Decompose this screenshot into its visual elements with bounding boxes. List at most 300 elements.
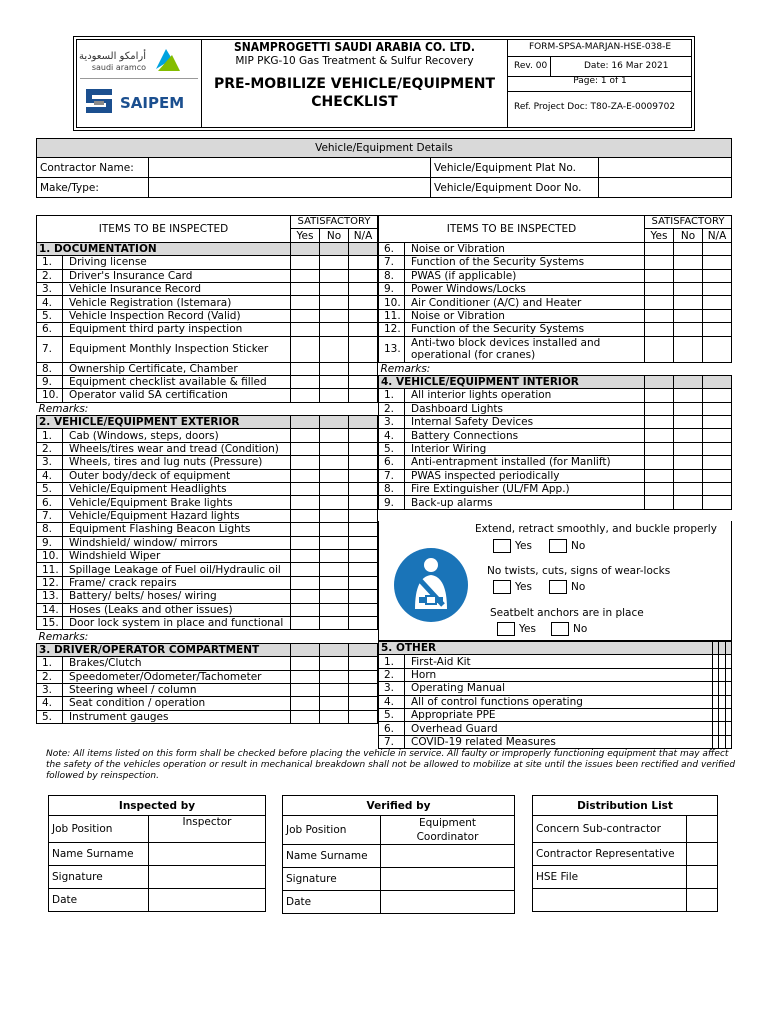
verified-job-label: Job Position bbox=[283, 816, 381, 845]
right-items-header: ITEMS TO BE INSPECTED bbox=[379, 216, 645, 243]
check-yes-cell[interactable] bbox=[645, 496, 674, 509]
check-na-cell[interactable] bbox=[349, 442, 378, 455]
check-no-cell[interactable] bbox=[320, 336, 349, 362]
seatbelt-q2-no-label: No bbox=[571, 581, 586, 593]
check-na-cell[interactable] bbox=[349, 483, 378, 496]
check-no-cell[interactable] bbox=[320, 590, 349, 603]
contractor-name-field[interactable] bbox=[149, 158, 431, 178]
section-header-cell bbox=[349, 643, 378, 656]
checklist-row bbox=[379, 722, 732, 735]
item-description: Operating Manual bbox=[405, 682, 713, 695]
checklist-row bbox=[379, 429, 732, 442]
checklist-row bbox=[37, 429, 378, 442]
check-yes-cell[interactable] bbox=[291, 616, 320, 629]
check-na-cell[interactable] bbox=[349, 456, 378, 469]
checklist-row bbox=[37, 296, 378, 309]
left-yes-header: Yes bbox=[291, 229, 320, 242]
check-yes-cell[interactable] bbox=[291, 496, 320, 509]
check-no-cell[interactable] bbox=[320, 603, 349, 616]
checklist-row bbox=[379, 309, 732, 322]
vehicle-details-title: Vehicle/Equipment Details bbox=[37, 139, 732, 158]
check-yes-cell[interactable] bbox=[291, 336, 320, 362]
checklist-row bbox=[37, 456, 378, 469]
check-na-cell[interactable] bbox=[703, 336, 732, 362]
item-number: 3. bbox=[37, 456, 63, 469]
seatbelt-q3-yes-checkbox[interactable] bbox=[497, 622, 515, 636]
check-na-cell[interactable] bbox=[725, 668, 731, 681]
check-no-cell[interactable] bbox=[320, 362, 349, 375]
item-description: Noise or Vibration bbox=[405, 242, 645, 255]
vehicle-details-table bbox=[36, 138, 732, 198]
check-na-cell[interactable] bbox=[725, 735, 731, 748]
check-no-cell[interactable] bbox=[320, 616, 349, 629]
check-yes-cell[interactable] bbox=[645, 296, 674, 309]
check-yes-cell[interactable] bbox=[645, 336, 674, 362]
item-description: Windshield Wiper bbox=[63, 549, 291, 562]
check-na-cell[interactable] bbox=[349, 616, 378, 629]
item-description: COVID-19 related Measures bbox=[405, 735, 713, 748]
contractor-name-label: Contractor Name: bbox=[37, 158, 149, 178]
distribution-item: HSE File bbox=[533, 866, 687, 889]
item-number: 11. bbox=[37, 563, 63, 576]
other-section-table bbox=[378, 641, 732, 749]
distribution-title: Distribution List bbox=[533, 796, 718, 816]
form-note: Note: All items listed on this form shall be checked before placing the vehicle in service. All faulty or improperly functioning equipment that may affect the safety of the vehicles operation or result in mechanical breakdown shall not be allowed to mobilize at site until the issues been rectified and verified followed by reinspection. bbox=[46, 749, 736, 781]
distribution-checkbox[interactable] bbox=[687, 843, 718, 866]
check-na-cell[interactable] bbox=[703, 389, 732, 402]
check-yes-cell[interactable] bbox=[645, 256, 674, 269]
check-na-cell[interactable] bbox=[349, 496, 378, 509]
check-yes-cell[interactable] bbox=[645, 402, 674, 415]
right-satisfactory-header: SATISFACTORY bbox=[645, 216, 732, 229]
item-number: 13. bbox=[379, 336, 405, 362]
item-number: 1. bbox=[37, 657, 63, 670]
checklist-row bbox=[37, 683, 378, 696]
check-yes-cell[interactable] bbox=[291, 269, 320, 282]
check-yes-cell[interactable] bbox=[291, 697, 320, 710]
item-number: 7. bbox=[379, 256, 405, 269]
check-yes-cell[interactable] bbox=[645, 269, 674, 282]
inspected-job-label: Job Position bbox=[49, 816, 149, 843]
check-na-cell[interactable] bbox=[349, 603, 378, 616]
item-number: 3. bbox=[379, 682, 405, 695]
remarks-label[interactable]: Remarks: bbox=[379, 362, 732, 375]
check-yes-cell[interactable] bbox=[291, 483, 320, 496]
section-header-cell bbox=[349, 416, 378, 429]
check-no-cell[interactable] bbox=[320, 429, 349, 442]
check-no-cell[interactable] bbox=[320, 389, 349, 402]
check-no-cell[interactable] bbox=[674, 282, 703, 295]
inspected-by-table bbox=[48, 795, 266, 912]
item-number: 5. bbox=[379, 708, 405, 721]
aramco-logo bbox=[79, 43, 186, 77]
check-na-cell[interactable] bbox=[349, 563, 378, 576]
check-no-cell[interactable] bbox=[320, 309, 349, 322]
item-number: 2. bbox=[37, 442, 63, 455]
item-number: 15. bbox=[37, 616, 63, 629]
check-yes-cell[interactable] bbox=[291, 429, 320, 442]
distribution-item: Contractor Representative bbox=[533, 843, 687, 866]
item-number: 7. bbox=[379, 469, 405, 482]
verified-job-value[interactable]: Equipment Coordinator bbox=[381, 816, 515, 845]
check-na-cell[interactable] bbox=[349, 590, 378, 603]
check-na-cell[interactable] bbox=[349, 429, 378, 442]
checklist-row bbox=[379, 682, 732, 695]
item-description: All interior lights operation bbox=[405, 389, 645, 402]
check-no-cell[interactable] bbox=[320, 296, 349, 309]
check-yes-cell[interactable] bbox=[291, 523, 320, 536]
check-no-cell[interactable] bbox=[674, 336, 703, 362]
check-yes-cell[interactable] bbox=[645, 323, 674, 336]
section-header-cell bbox=[320, 643, 349, 656]
check-na-cell[interactable] bbox=[349, 296, 378, 309]
checklist-row bbox=[37, 697, 378, 710]
item-description: Anti-two block devices installed and operational (for cranes) bbox=[405, 336, 645, 362]
remarks-label[interactable]: Remarks: bbox=[37, 630, 378, 643]
check-na-cell[interactable] bbox=[703, 282, 732, 295]
check-yes-cell[interactable] bbox=[291, 563, 320, 576]
header-title-cell bbox=[202, 39, 508, 128]
check-na-cell[interactable] bbox=[703, 496, 732, 509]
check-na-cell[interactable] bbox=[349, 362, 378, 375]
check-yes-cell[interactable] bbox=[645, 469, 674, 482]
seatbelt-check-block bbox=[378, 521, 732, 641]
item-number: 7. bbox=[379, 735, 405, 748]
make-type-label: Make/Type: bbox=[37, 178, 149, 198]
check-no-cell[interactable] bbox=[320, 469, 349, 482]
check-no-cell[interactable] bbox=[674, 242, 703, 255]
check-na-cell[interactable] bbox=[703, 296, 732, 309]
check-yes-cell[interactable] bbox=[291, 456, 320, 469]
project-name: MIP PKG-10 Gas Treatment & Sulfur Recovery bbox=[235, 55, 474, 67]
item-description: Equipment Monthly Inspection Sticker bbox=[63, 336, 291, 362]
item-number: 8. bbox=[37, 523, 63, 536]
check-no-cell[interactable] bbox=[674, 323, 703, 336]
check-no-cell[interactable] bbox=[320, 269, 349, 282]
make-type-field[interactable] bbox=[149, 178, 431, 198]
check-no-cell[interactable] bbox=[674, 402, 703, 415]
item-number: 3. bbox=[37, 282, 63, 295]
distribution-item: Concern Sub-contractor bbox=[533, 816, 687, 843]
item-description: Power Windows/Locks bbox=[405, 282, 645, 295]
item-description: Windshield/ window/ mirrors bbox=[63, 536, 291, 549]
check-no-cell[interactable] bbox=[674, 496, 703, 509]
check-na-cell[interactable] bbox=[349, 282, 378, 295]
check-yes-cell[interactable] bbox=[291, 469, 320, 482]
item-number: 7. bbox=[37, 336, 63, 362]
check-yes-cell[interactable] bbox=[291, 590, 320, 603]
check-yes-cell[interactable] bbox=[291, 576, 320, 589]
check-no-cell[interactable] bbox=[674, 389, 703, 402]
verified-name-field[interactable] bbox=[381, 845, 515, 868]
verified-date-field[interactable] bbox=[381, 891, 515, 914]
seatbelt-q2-yes-label: Yes bbox=[515, 581, 532, 593]
inspected-signature-field[interactable] bbox=[149, 866, 266, 889]
item-number: 1. bbox=[379, 655, 405, 668]
check-yes-cell[interactable] bbox=[291, 509, 320, 522]
check-no-cell[interactable] bbox=[320, 509, 349, 522]
item-description: Noise or Vibration bbox=[405, 309, 645, 322]
check-na-cell[interactable] bbox=[349, 469, 378, 482]
item-description: All of control functions operating bbox=[405, 695, 713, 708]
checklist-row bbox=[379, 269, 732, 282]
item-description: Appropriate PPE bbox=[405, 708, 713, 721]
check-na-cell[interactable] bbox=[349, 683, 378, 696]
check-na-cell[interactable] bbox=[349, 509, 378, 522]
check-na-cell[interactable] bbox=[703, 416, 732, 429]
check-na-cell[interactable] bbox=[703, 242, 732, 255]
check-na-cell[interactable] bbox=[349, 697, 378, 710]
check-no-cell[interactable] bbox=[320, 710, 349, 723]
check-yes-cell[interactable] bbox=[291, 375, 320, 388]
check-yes-cell[interactable] bbox=[291, 256, 320, 269]
check-na-cell[interactable] bbox=[703, 256, 732, 269]
check-no-cell[interactable] bbox=[320, 456, 349, 469]
left-na-header: N/A bbox=[349, 229, 378, 242]
check-no-cell[interactable] bbox=[674, 456, 703, 469]
check-na-cell[interactable] bbox=[725, 695, 731, 708]
item-description: Dashboard Lights bbox=[405, 402, 645, 415]
checklist-row bbox=[37, 616, 378, 629]
check-yes-cell[interactable] bbox=[645, 389, 674, 402]
svg-text:saudi aramco: saudi aramco bbox=[91, 63, 146, 72]
check-na-cell[interactable] bbox=[703, 402, 732, 415]
check-no-cell[interactable] bbox=[320, 683, 349, 696]
checklist-row bbox=[37, 549, 378, 562]
check-no-cell[interactable] bbox=[320, 375, 349, 388]
check-no-cell[interactable] bbox=[674, 296, 703, 309]
check-na-cell[interactable] bbox=[703, 442, 732, 455]
check-yes-cell[interactable] bbox=[291, 323, 320, 336]
left-items-header: ITEMS TO BE INSPECTED bbox=[37, 216, 291, 243]
checklist-row bbox=[379, 323, 732, 336]
inspected-date-field[interactable] bbox=[149, 889, 266, 912]
check-na-cell[interactable] bbox=[349, 389, 378, 402]
check-no-cell[interactable] bbox=[674, 442, 703, 455]
item-description: Internal Safety Devices bbox=[405, 416, 645, 429]
check-yes-cell[interactable] bbox=[645, 282, 674, 295]
check-yes-cell[interactable] bbox=[291, 389, 320, 402]
left-checklist-table bbox=[36, 215, 378, 724]
check-yes-cell[interactable] bbox=[645, 456, 674, 469]
check-na-cell[interactable] bbox=[703, 309, 732, 322]
check-no-cell[interactable] bbox=[320, 536, 349, 549]
item-description: Ownership Certificate, Chamber bbox=[63, 362, 291, 375]
check-yes-cell[interactable] bbox=[291, 710, 320, 723]
item-number: 4. bbox=[379, 695, 405, 708]
section-header-cell bbox=[703, 375, 732, 388]
section-header-cell bbox=[291, 242, 320, 255]
check-yes-cell[interactable] bbox=[645, 416, 674, 429]
item-number: 9. bbox=[37, 536, 63, 549]
item-number: 2. bbox=[379, 402, 405, 415]
inspected-by-title: Inspected by bbox=[49, 796, 266, 816]
item-description: Instrument gauges bbox=[63, 710, 291, 723]
seatbelt-q2-yes-checkbox[interactable] bbox=[493, 580, 511, 594]
item-description: Vehicle Insurance Record bbox=[63, 282, 291, 295]
check-no-cell[interactable] bbox=[320, 657, 349, 670]
check-no-cell[interactable] bbox=[320, 483, 349, 496]
item-number: 2. bbox=[37, 670, 63, 683]
check-yes-cell[interactable] bbox=[645, 309, 674, 322]
check-na-cell[interactable] bbox=[725, 655, 731, 668]
check-no-cell[interactable] bbox=[320, 697, 349, 710]
header-meta bbox=[508, 39, 692, 128]
check-no-cell[interactable] bbox=[674, 269, 703, 282]
item-number: 2. bbox=[379, 668, 405, 681]
item-number: 7. bbox=[37, 509, 63, 522]
section-header-cell bbox=[349, 242, 378, 255]
seatbelt-q1-yes-checkbox[interactable] bbox=[493, 539, 511, 553]
check-yes-cell[interactable] bbox=[291, 670, 320, 683]
item-description: Overhead Guard bbox=[405, 722, 713, 735]
check-na-cell[interactable] bbox=[703, 429, 732, 442]
check-no-cell[interactable] bbox=[320, 323, 349, 336]
check-no-cell[interactable] bbox=[674, 483, 703, 496]
check-yes-cell[interactable] bbox=[291, 442, 320, 455]
item-description: Vehicle/Equipment Headlights bbox=[63, 483, 291, 496]
check-na-cell[interactable] bbox=[349, 576, 378, 589]
check-no-cell[interactable] bbox=[674, 416, 703, 429]
check-no-cell[interactable] bbox=[320, 576, 349, 589]
inspected-name-field[interactable] bbox=[149, 843, 266, 866]
check-no-cell[interactable] bbox=[320, 549, 349, 562]
check-no-cell[interactable] bbox=[320, 670, 349, 683]
section-header-cell bbox=[320, 416, 349, 429]
check-yes-cell[interactable] bbox=[645, 429, 674, 442]
item-description: Spillage Leakage of Fuel oil/Hydraulic oil bbox=[63, 563, 291, 576]
seatbelt-q1-no-label: No bbox=[571, 540, 586, 552]
checklist-row bbox=[37, 282, 378, 295]
check-na-cell[interactable] bbox=[349, 536, 378, 549]
check-na-cell[interactable] bbox=[703, 456, 732, 469]
check-no-cell[interactable] bbox=[674, 469, 703, 482]
item-description: First-Aid Kit bbox=[405, 655, 713, 668]
check-no-cell[interactable] bbox=[320, 523, 349, 536]
check-no-cell[interactable] bbox=[320, 256, 349, 269]
check-yes-cell[interactable] bbox=[645, 442, 674, 455]
check-yes-cell[interactable] bbox=[291, 683, 320, 696]
door-no-field[interactable] bbox=[599, 178, 732, 198]
seatbelt-q1-no-checkbox[interactable] bbox=[549, 539, 567, 553]
distribution-checkbox[interactable] bbox=[687, 816, 718, 843]
item-number: 10. bbox=[37, 549, 63, 562]
section-header-cell bbox=[291, 416, 320, 429]
check-yes-cell[interactable] bbox=[291, 282, 320, 295]
form-title-line1: PRE-MOBILIZE VEHICLE/EQUIPMENT bbox=[213, 76, 496, 92]
item-description: Outer body/deck of equipment bbox=[63, 469, 291, 482]
check-na-cell[interactable] bbox=[725, 722, 731, 735]
distribution-item bbox=[533, 889, 687, 912]
plat-no-field[interactable] bbox=[599, 158, 732, 178]
check-na-cell[interactable] bbox=[349, 549, 378, 562]
check-yes-cell[interactable] bbox=[291, 657, 320, 670]
item-description: PWAS inspected periodically bbox=[405, 469, 645, 482]
checklist-row bbox=[379, 389, 732, 402]
item-number: 4. bbox=[37, 296, 63, 309]
item-description: Wheels, tires and lug nuts (Pressure) bbox=[63, 456, 291, 469]
check-no-cell[interactable] bbox=[320, 282, 349, 295]
verified-signature-field[interactable] bbox=[381, 868, 515, 891]
inspected-job-value[interactable]: Inspector bbox=[149, 816, 266, 843]
checklist-row bbox=[37, 563, 378, 576]
checklist-row bbox=[37, 657, 378, 670]
check-yes-cell[interactable] bbox=[645, 242, 674, 255]
check-na-cell[interactable] bbox=[703, 469, 732, 482]
item-number: 6. bbox=[379, 722, 405, 735]
check-na-cell[interactable] bbox=[725, 682, 731, 695]
check-na-cell[interactable] bbox=[349, 375, 378, 388]
checklist-row bbox=[37, 603, 378, 616]
check-no-cell[interactable] bbox=[674, 256, 703, 269]
item-description: PWAS (if applicable) bbox=[405, 269, 645, 282]
check-yes-cell[interactable] bbox=[291, 296, 320, 309]
remarks-label[interactable]: Remarks: bbox=[37, 402, 378, 415]
check-no-cell[interactable] bbox=[320, 496, 349, 509]
item-description: Vehicle/Equipment Brake lights bbox=[63, 496, 291, 509]
check-yes-cell[interactable] bbox=[645, 483, 674, 496]
item-number: 1. bbox=[37, 256, 63, 269]
check-na-cell[interactable] bbox=[703, 483, 732, 496]
checklist-row bbox=[37, 269, 378, 282]
check-na-cell[interactable] bbox=[349, 523, 378, 536]
check-na-cell[interactable] bbox=[703, 269, 732, 282]
check-na-cell[interactable] bbox=[725, 708, 731, 721]
check-na-cell[interactable] bbox=[349, 710, 378, 723]
item-number: 11. bbox=[379, 309, 405, 322]
check-no-cell[interactable] bbox=[320, 563, 349, 576]
check-na-cell[interactable] bbox=[349, 670, 378, 683]
check-na-cell[interactable] bbox=[703, 323, 732, 336]
section-title: 1. DOCUMENTATION bbox=[37, 242, 291, 255]
check-na-cell[interactable] bbox=[349, 256, 378, 269]
item-description: Hoses (Leaks and other issues) bbox=[63, 603, 291, 616]
check-na-cell[interactable] bbox=[349, 323, 378, 336]
item-description: Vehicle/Equipment Hazard lights bbox=[63, 509, 291, 522]
svg-text:SAIPEM: SAIPEM bbox=[120, 94, 185, 112]
check-no-cell[interactable] bbox=[320, 442, 349, 455]
seatbelt-q3-no-checkbox[interactable] bbox=[551, 622, 569, 636]
section-title: 2. VEHICLE/EQUIPMENT EXTERIOR bbox=[37, 416, 291, 429]
check-yes-cell[interactable] bbox=[291, 362, 320, 375]
distribution-checkbox[interactable] bbox=[687, 889, 718, 912]
check-na-cell[interactable] bbox=[349, 309, 378, 322]
verified-date-label: Date bbox=[283, 891, 381, 914]
seatbelt-q3-no-label: No bbox=[573, 623, 588, 635]
verified-name-label: Name Surname bbox=[283, 845, 381, 868]
distribution-checkbox[interactable] bbox=[687, 866, 718, 889]
revision: Rev. 00 bbox=[514, 61, 548, 71]
check-no-cell[interactable] bbox=[674, 429, 703, 442]
check-na-cell[interactable] bbox=[349, 269, 378, 282]
seatbelt-q2-no-checkbox[interactable] bbox=[549, 580, 567, 594]
check-na-cell[interactable] bbox=[349, 336, 378, 362]
check-yes-cell[interactable] bbox=[291, 549, 320, 562]
item-description: Interior Wiring bbox=[405, 442, 645, 455]
item-description: Brakes/Clutch bbox=[63, 657, 291, 670]
item-description: Equipment checklist available & filled bbox=[63, 375, 291, 388]
check-na-cell[interactable] bbox=[349, 657, 378, 670]
checklist-row bbox=[37, 389, 378, 402]
checklist-row bbox=[37, 576, 378, 589]
check-no-cell[interactable] bbox=[674, 309, 703, 322]
svg-text:أرامكو السعودية: أرامكو السعودية bbox=[79, 51, 146, 62]
check-yes-cell[interactable] bbox=[291, 309, 320, 322]
check-yes-cell[interactable] bbox=[291, 603, 320, 616]
check-yes-cell[interactable] bbox=[291, 536, 320, 549]
item-number: 1. bbox=[37, 429, 63, 442]
checklist-row bbox=[37, 523, 378, 536]
